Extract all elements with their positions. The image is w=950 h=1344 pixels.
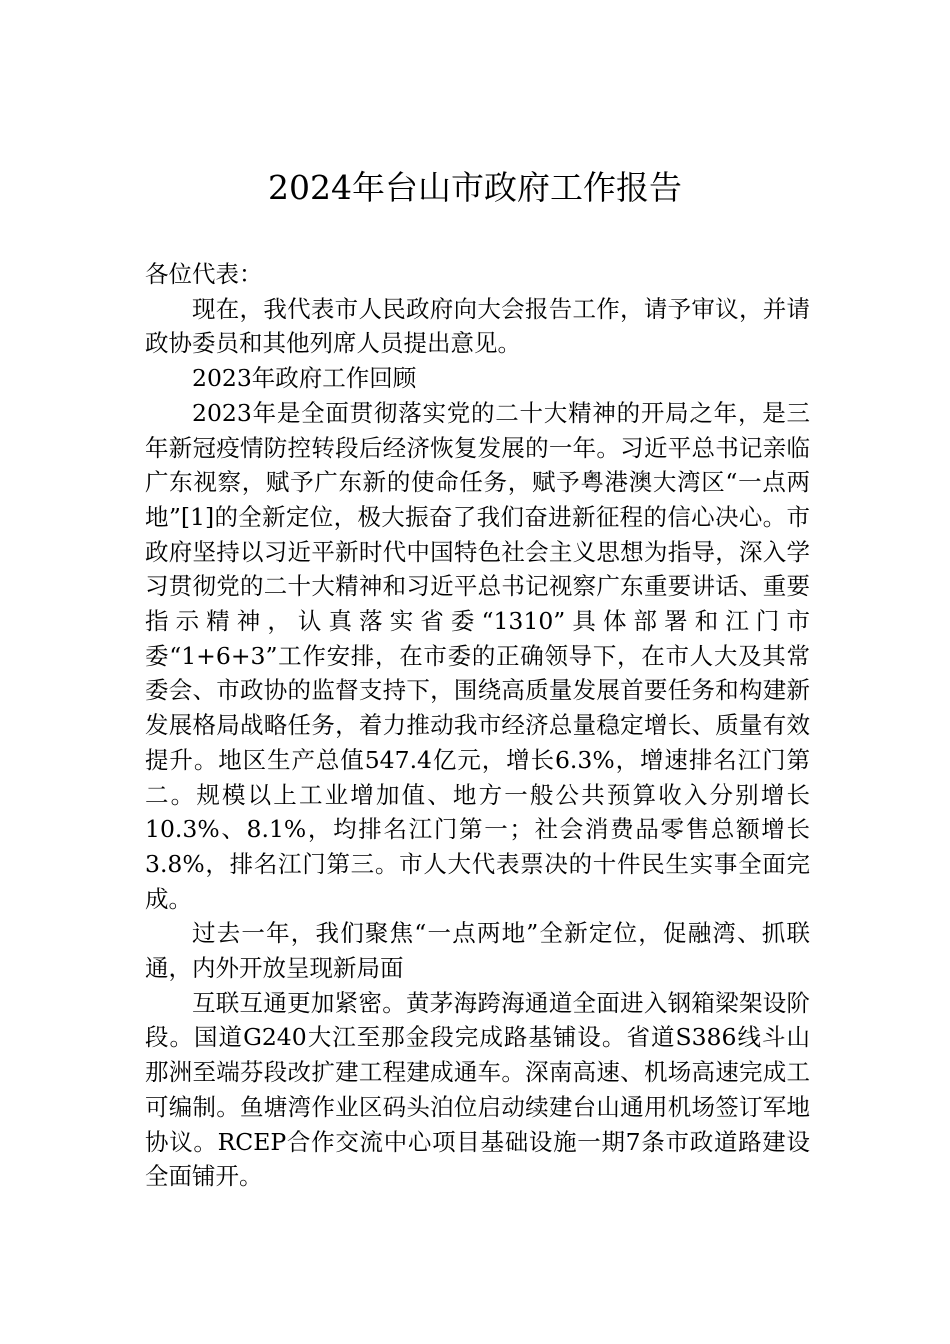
paragraph-connectivity: 互联互通更加紧密。黄茅海跨海通道全面进入钢箱梁架设阶段。国道G240大江至那金段完成路基铺设。省道S386线斗山那洲至端芬段改扩建工程建成通车。深南高速、机场高速完成工可编制。鱼塘湾作业区码头泊位启动续建台山通用机场签订军地协议。RCEP合作交流中心项目基础设施一期7条市政道路建设全面铺开。 [145,988,810,1191]
salutation: 各位代表： [145,260,263,288]
section-heading-review: 2023年政府工作回顾 [192,364,417,393]
document-body [145,257,810,1194]
paragraph-overview: 2023年是全面贯彻落实党的二十大精神的开局之年，是三年新冠疫情防控转段后经济恢复发展的一年。习近平总书记亲临广东视察，赋予广东新的使命任务，赋予粤港澳大湾区“一点两地”[1]的全新定位，极大振奋了我们奋进新征程的信心决心。市政府坚持以习近平新时代中国特色社会主义思想为指导，深入学习贯彻党的二十大精神和习近平总书记视察广东重要讲话、重要指示精神，认真落实省委“1310”具体部署和江门市委“1+6+3”工作安排，在市委的正确领导下，在市人大及其常委会、市政协的监督支持下，围绕高质量发展首要任务和构建新发展格局战略任务，着力推动我市经济总量稳定增长、质量有效提升。地区生产总值547.4亿元，增长6.3%，增速排名江门第二。规模以上工业增加值、地方一般公共预算收入分别增长10.3%、8.1%，均排名江门第一；社会消费品零售总额增长3.8%，排名江门第三。市人大代表票决的十件民生实事全面完成。 [145,398,810,913]
paragraph-opening-up: 过去一年，我们聚焦“一点两地”全新定位，促融湾、抓联通，内外开放呈现新局面 [145,919,810,983]
paragraph-intro: 现在，我代表市人民政府向大会报告工作，请予审议，并请政协委员和其他列席人员提出意见。 [145,294,810,358]
document-title: 2024年台山市政府工作报告 [268,168,682,207]
